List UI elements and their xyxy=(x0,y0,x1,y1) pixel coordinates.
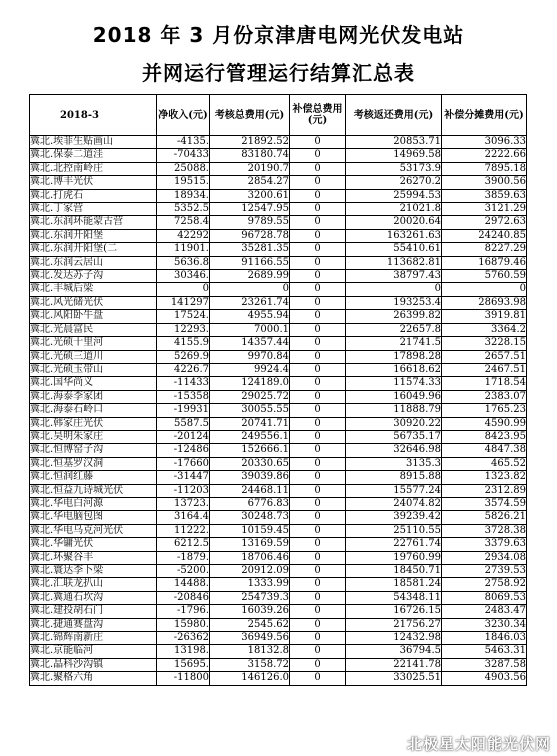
cell-net-income: 5587.5 xyxy=(157,417,210,430)
cell-station-name: 冀北.汇联龙扒山 xyxy=(30,578,157,591)
table-row xyxy=(30,390,527,403)
cell-net-income: -5200. xyxy=(157,565,210,578)
cell-compensation-share: 4903.56 xyxy=(442,672,527,685)
cell-net-income: 3164.4 xyxy=(157,511,210,524)
cell-assessment-refund: 16726.15 xyxy=(346,605,442,618)
cell-net-income: -15358 xyxy=(157,390,210,403)
cell-assessment-refund: 3135.3 xyxy=(346,457,442,470)
cell-assessment-refund: 20020.64 xyxy=(346,216,442,229)
cell-compensation-share: 3900.56 xyxy=(442,176,527,189)
cell-compensation-total: 0 xyxy=(290,189,346,202)
table-row xyxy=(30,337,527,350)
cell-compensation-share: 3379.63 xyxy=(442,538,527,551)
cell-compensation-share: 1765.23 xyxy=(442,404,527,417)
cell-assessment-total: 30055.55 xyxy=(210,404,290,417)
cell-net-income: 5269.9 xyxy=(157,350,210,363)
table-row xyxy=(30,591,527,604)
cell-assessment-refund: 36794.5 xyxy=(346,645,442,658)
cell-compensation-total: 0 xyxy=(290,337,346,350)
cell-net-income: 30346. xyxy=(157,270,210,283)
table-row xyxy=(30,162,527,175)
cell-compensation-share: 3230.34 xyxy=(442,618,527,631)
cell-compensation-total: 0 xyxy=(290,578,346,591)
header-assessment-total: 考核总费用(元) xyxy=(210,95,290,136)
cell-assessment-refund: 12432.98 xyxy=(346,632,442,645)
cell-assessment-total: 124189.0 xyxy=(210,377,290,390)
cell-net-income: 4155.9 xyxy=(157,337,210,350)
cell-compensation-share: 3287.58 xyxy=(442,658,527,671)
cell-assessment-refund: 11888.79 xyxy=(346,404,442,417)
cell-compensation-total: 0 xyxy=(290,136,346,149)
cell-assessment-refund: 25110.55 xyxy=(346,524,442,537)
cell-assessment-refund: 24074.82 xyxy=(346,497,442,510)
cell-assessment-refund: 0 xyxy=(346,283,442,296)
cell-assessment-total: 2854.27 xyxy=(210,176,290,189)
table-row xyxy=(30,256,527,269)
cell-assessment-total: 254739.3 xyxy=(210,591,290,604)
cell-assessment-total: 12547.95 xyxy=(210,203,290,216)
cell-compensation-share: 2312.89 xyxy=(442,484,527,497)
cell-assessment-total: 18132.8 xyxy=(210,645,290,658)
cell-compensation-total: 0 xyxy=(290,524,346,537)
cell-assessment-refund: 39239.42 xyxy=(346,511,442,524)
table-row xyxy=(30,323,527,336)
table-row xyxy=(30,578,527,591)
cell-compensation-total: 0 xyxy=(290,256,346,269)
cell-assessment-total: 9970.84 xyxy=(210,350,290,363)
table-row xyxy=(30,310,527,323)
report-title-line1: 2018 年 3 月份京津唐电网光伏发电站 xyxy=(92,23,465,47)
cell-compensation-total: 0 xyxy=(290,350,346,363)
cell-assessment-refund: 53173.9 xyxy=(346,162,442,175)
cell-compensation-share: 1846.03 xyxy=(442,632,527,645)
cell-compensation-share: 7895.18 xyxy=(442,162,527,175)
report-title-line2: 并网运行管理运行结算汇总表 xyxy=(142,61,415,85)
cell-assessment-refund: 56735.17 xyxy=(346,430,442,443)
cell-net-income: 18934. xyxy=(157,189,210,202)
table-row xyxy=(30,377,527,390)
cell-assessment-total: 6776.83 xyxy=(210,497,290,510)
cell-station-name: 冀北.恒基罗汉洞 xyxy=(30,457,157,470)
cell-compensation-total: 0 xyxy=(290,497,346,510)
header-compensation-total: 补偿总费用(元) xyxy=(290,95,346,136)
cell-assessment-total: 146126.0 xyxy=(210,672,290,685)
cell-assessment-refund: 11574.33 xyxy=(346,377,442,390)
cell-assessment-total: 4955.94 xyxy=(210,310,290,323)
table-row xyxy=(30,404,527,417)
cell-station-name: 冀北.恒益九诗城光伏 xyxy=(30,484,157,497)
cell-compensation-share: 3228.15 xyxy=(442,337,527,350)
table-row xyxy=(30,216,527,229)
cell-compensation-total: 0 xyxy=(290,229,346,242)
cell-compensation-total: 0 xyxy=(290,243,346,256)
cell-station-name: 冀北.光硕三道川 xyxy=(30,350,157,363)
cell-station-name: 冀北.寰达李卜梁 xyxy=(30,565,157,578)
cell-station-name: 冀北.打虎石 xyxy=(30,189,157,202)
cell-net-income: 25088. xyxy=(157,162,210,175)
cell-net-income: 7258.4 xyxy=(157,216,210,229)
cell-compensation-total: 0 xyxy=(290,176,346,189)
cell-assessment-total: 0 xyxy=(210,283,290,296)
cell-station-name: 冀北.昊明朱家庄 xyxy=(30,430,157,443)
cell-net-income: 14488. xyxy=(157,578,210,591)
cell-station-name: 冀北.北控南岭庄 xyxy=(30,162,157,175)
cell-station-name: 冀北.华电脑包图 xyxy=(30,511,157,524)
cell-assessment-refund: 22141.78 xyxy=(346,658,442,671)
cell-compensation-total: 0 xyxy=(290,390,346,403)
cell-assessment-refund: 21021.8 xyxy=(346,203,442,216)
cell-net-income: -4135. xyxy=(157,136,210,149)
table-row xyxy=(30,524,527,537)
cell-assessment-total: 16039.26 xyxy=(210,605,290,618)
cell-compensation-total: 0 xyxy=(290,551,346,564)
cell-compensation-total: 0 xyxy=(290,645,346,658)
cell-compensation-share: 3859.63 xyxy=(442,189,527,202)
cell-station-name: 冀北.东润开阳堡 xyxy=(30,229,157,242)
cell-assessment-refund: 14969.58 xyxy=(346,149,442,162)
cell-assessment-total: 3200.61 xyxy=(210,189,290,202)
cell-compensation-total: 0 xyxy=(290,404,346,417)
cell-assessment-refund: 8915.88 xyxy=(346,471,442,484)
cell-station-name: 冀北.冀通石坎沟 xyxy=(30,591,157,604)
cell-station-name: 冀北.恒润红藤 xyxy=(30,471,157,484)
cell-assessment-refund: 55410.61 xyxy=(346,243,442,256)
table-row xyxy=(30,417,527,430)
cell-station-name: 冀北.发达苏子沟 xyxy=(30,270,157,283)
cell-assessment-total: 152666.1 xyxy=(210,444,290,457)
cell-compensation-share: 8069.53 xyxy=(442,591,527,604)
table-row xyxy=(30,457,527,470)
cell-compensation-total: 0 xyxy=(290,605,346,618)
cell-net-income: 5352.5 xyxy=(157,203,210,216)
cell-compensation-share: 2222.66 xyxy=(442,149,527,162)
cell-compensation-total: 0 xyxy=(290,162,346,175)
cell-assessment-total: 20912.09 xyxy=(210,565,290,578)
table-row xyxy=(30,497,527,510)
cell-station-name: 冀北.保泰二道洼 xyxy=(30,149,157,162)
cell-compensation-share: 2758.92 xyxy=(442,578,527,591)
cell-net-income: -20846 xyxy=(157,591,210,604)
cell-compensation-total: 0 xyxy=(290,672,346,685)
cell-station-name: 冀北.风阳卧牛盘 xyxy=(30,310,157,323)
cell-net-income: -26362 xyxy=(157,632,210,645)
table-row xyxy=(30,243,527,256)
cell-compensation-share: 2972.63 xyxy=(442,216,527,229)
cell-compensation-total: 0 xyxy=(290,323,346,336)
cell-assessment-refund: 26270.2 xyxy=(346,176,442,189)
cell-assessment-refund: 33025.51 xyxy=(346,672,442,685)
cell-assessment-total: 30248.73 xyxy=(210,511,290,524)
cell-compensation-total: 0 xyxy=(290,270,346,283)
cell-assessment-refund: 25994.53 xyxy=(346,189,442,202)
cell-compensation-share: 4847.38 xyxy=(442,444,527,457)
cell-net-income: 11222. xyxy=(157,524,210,537)
cell-assessment-refund: 16618.62 xyxy=(346,363,442,376)
table-header-row xyxy=(30,95,527,136)
cell-assessment-refund: 18450.71 xyxy=(346,565,442,578)
cell-station-name: 冀北.华电白河源 xyxy=(30,497,157,510)
cell-compensation-share: 3919.81 xyxy=(442,310,527,323)
cell-station-name: 冀北.晶科沙沟镇 xyxy=(30,658,157,671)
cell-station-name: 冀北.建投胡石门 xyxy=(30,605,157,618)
cell-assessment-refund: 30920.22 xyxy=(346,417,442,430)
table-row xyxy=(30,605,527,618)
watermark: 北极星太阳能光伏网 xyxy=(406,735,551,753)
cell-compensation-share: 24240.85 xyxy=(442,229,527,242)
cell-compensation-share: 2934.08 xyxy=(442,551,527,564)
cell-net-income: -19931 xyxy=(157,404,210,417)
cell-assessment-total: 249556.1 xyxy=(210,430,290,443)
cell-net-income: 5636.8 xyxy=(157,256,210,269)
header-compensation-share: 补偿分摊费用(元) xyxy=(442,95,527,136)
cell-assessment-refund: 16049.96 xyxy=(346,390,442,403)
table-row xyxy=(30,283,527,296)
table-row xyxy=(30,565,527,578)
cell-assessment-total: 1333.99 xyxy=(210,578,290,591)
cell-assessment-total: 83180.74 xyxy=(210,149,290,162)
cell-station-name: 冀北.光晨富民 xyxy=(30,323,157,336)
table-row xyxy=(30,538,527,551)
table-row xyxy=(30,645,527,658)
cell-station-name: 冀北.丰城后梁 xyxy=(30,283,157,296)
settlement-table xyxy=(29,94,527,686)
cell-net-income: -11433 xyxy=(157,377,210,390)
table-row xyxy=(30,176,527,189)
cell-compensation-share: 4590.99 xyxy=(442,417,527,430)
cell-assessment-refund: 38797.43 xyxy=(346,270,442,283)
cell-compensation-share: 465.52 xyxy=(442,457,527,470)
cell-station-name: 冀北.博丰光伏 xyxy=(30,176,157,189)
cell-assessment-total: 7000.1 xyxy=(210,323,290,336)
table-row xyxy=(30,296,527,309)
cell-assessment-total: 96728.78 xyxy=(210,229,290,242)
cell-assessment-refund: 32646.98 xyxy=(346,444,442,457)
table-row xyxy=(30,270,527,283)
cell-compensation-share: 1718.54 xyxy=(442,377,527,390)
cell-station-name: 冀北.华电乌克河光伏 xyxy=(30,524,157,537)
cell-compensation-total: 0 xyxy=(290,591,346,604)
cell-compensation-share: 3096.33 xyxy=(442,136,527,149)
table-row xyxy=(30,471,527,484)
table-row xyxy=(30,136,527,149)
table-row xyxy=(30,618,527,631)
cell-assessment-total: 2689.99 xyxy=(210,270,290,283)
cell-assessment-total: 29025.72 xyxy=(210,390,290,403)
table-row xyxy=(30,350,527,363)
cell-compensation-total: 0 xyxy=(290,417,346,430)
cell-assessment-refund: 20853.71 xyxy=(346,136,442,149)
cell-assessment-refund: 22657.8 xyxy=(346,323,442,336)
cell-net-income: 19515. xyxy=(157,176,210,189)
table-row xyxy=(30,203,527,216)
cell-assessment-refund: 21741.5 xyxy=(346,337,442,350)
cell-net-income: 13198. xyxy=(157,645,210,658)
cell-compensation-share: 5463.31 xyxy=(442,645,527,658)
table-row xyxy=(30,632,527,645)
cell-compensation-total: 0 xyxy=(290,511,346,524)
cell-assessment-total: 24468.11 xyxy=(210,484,290,497)
cell-net-income: 4226.7 xyxy=(157,363,210,376)
cell-compensation-total: 0 xyxy=(290,363,346,376)
cell-net-income: 15695. xyxy=(157,658,210,671)
cell-compensation-total: 0 xyxy=(290,484,346,497)
cell-compensation-total: 0 xyxy=(290,471,346,484)
cell-station-name: 冀北.韩家庄光伏 xyxy=(30,417,157,430)
cell-net-income: 15980. xyxy=(157,618,210,631)
cell-station-name: 冀北.东润开阳堡(二 xyxy=(30,243,157,256)
cell-compensation-total: 0 xyxy=(290,658,346,671)
table-row xyxy=(30,484,527,497)
cell-assessment-total: 14357.44 xyxy=(210,337,290,350)
cell-assessment-total: 91166.55 xyxy=(210,256,290,269)
cell-assessment-total: 20330.65 xyxy=(210,457,290,470)
cell-assessment-total: 21892.52 xyxy=(210,136,290,149)
cell-station-name: 冀北.海泰石岭口 xyxy=(30,404,157,417)
cell-assessment-refund: 21756.27 xyxy=(346,618,442,631)
cell-compensation-share: 8227.29 xyxy=(442,243,527,256)
cell-compensation-total: 0 xyxy=(290,377,346,390)
cell-compensation-share: 3121.29 xyxy=(442,203,527,216)
table-row xyxy=(30,551,527,564)
cell-assessment-total: 36949.56 xyxy=(210,632,290,645)
table-row xyxy=(30,511,527,524)
cell-compensation-share: 5826.21 xyxy=(442,511,527,524)
header-period: 2018-3 xyxy=(30,95,157,136)
cell-assessment-refund: 26399.82 xyxy=(346,310,442,323)
cell-net-income: -1796. xyxy=(157,605,210,618)
cell-compensation-total: 0 xyxy=(290,149,346,162)
cell-net-income: 13723. xyxy=(157,497,210,510)
cell-assessment-refund: 18581.24 xyxy=(346,578,442,591)
cell-compensation-share: 2383.07 xyxy=(442,390,527,403)
table-row xyxy=(30,672,527,685)
cell-station-name: 冀北.光硕十里河 xyxy=(30,337,157,350)
cell-assessment-total: 3158.72 xyxy=(210,658,290,671)
cell-net-income: -11203 xyxy=(157,484,210,497)
cell-compensation-total: 0 xyxy=(290,632,346,645)
cell-compensation-total: 0 xyxy=(290,283,346,296)
cell-assessment-refund: 113682.81 xyxy=(346,256,442,269)
cell-station-name: 冀北.埃菲生贴画山 xyxy=(30,136,157,149)
cell-station-name: 冀北.风光储光伏 xyxy=(30,296,157,309)
cell-compensation-share: 16879.46 xyxy=(442,256,527,269)
table-row xyxy=(30,363,527,376)
cell-compensation-share: 3728.38 xyxy=(442,524,527,537)
cell-station-name: 冀北.环聚谷丰 xyxy=(30,551,157,564)
cell-net-income: -17660 xyxy=(157,457,210,470)
cell-compensation-total: 0 xyxy=(290,618,346,631)
cell-compensation-share: 0 xyxy=(442,283,527,296)
cell-assessment-refund: 54348.11 xyxy=(346,591,442,604)
cell-assessment-total: 20741.71 xyxy=(210,417,290,430)
cell-net-income: 17524. xyxy=(157,310,210,323)
cell-assessment-total: 18706.46 xyxy=(210,551,290,564)
cell-assessment-refund: 22761.74 xyxy=(346,538,442,551)
cell-compensation-share: 3574.59 xyxy=(442,497,527,510)
cell-net-income: 6212.5 xyxy=(157,538,210,551)
cell-station-name: 冀北.捷通赛盘沟 xyxy=(30,618,157,631)
cell-station-name: 冀北.聚格六角 xyxy=(30,672,157,685)
cell-assessment-refund: 193253.4 xyxy=(346,296,442,309)
header-net-income: 净收入(元) xyxy=(157,95,210,136)
cell-assessment-total: 9924.4 xyxy=(210,363,290,376)
cell-compensation-total: 0 xyxy=(290,457,346,470)
cell-assessment-total: 2545.62 xyxy=(210,618,290,631)
cell-assessment-refund: 17898.28 xyxy=(346,350,442,363)
cell-assessment-total: 9789.55 xyxy=(210,216,290,229)
cell-station-name: 冀北.光硕玉带山 xyxy=(30,363,157,376)
cell-net-income: 141297 xyxy=(157,296,210,309)
cell-net-income: -70433 xyxy=(157,149,210,162)
table-row xyxy=(30,430,527,443)
cell-net-income: -11800 xyxy=(157,672,210,685)
cell-compensation-total: 0 xyxy=(290,296,346,309)
cell-compensation-share: 2467.51 xyxy=(442,363,527,376)
header-assessment-refund: 考核返还费用(元) xyxy=(346,95,442,136)
cell-net-income: -1879. xyxy=(157,551,210,564)
table-row xyxy=(30,444,527,457)
cell-station-name: 冀北.海泰李家团 xyxy=(30,390,157,403)
cell-compensation-share: 28693.98 xyxy=(442,296,527,309)
cell-station-name: 冀北.东润环能蒙古营 xyxy=(30,216,157,229)
table-row xyxy=(30,229,527,242)
cell-compensation-share: 2739.53 xyxy=(442,565,527,578)
cell-compensation-share: 2483.47 xyxy=(442,605,527,618)
cell-assessment-total: 23261.74 xyxy=(210,296,290,309)
cell-compensation-total: 0 xyxy=(290,216,346,229)
cell-assessment-refund: 15577.24 xyxy=(346,484,442,497)
cell-net-income: -12486 xyxy=(157,444,210,457)
cell-station-name: 冀北.锦辉南新庄 xyxy=(30,632,157,645)
cell-compensation-total: 0 xyxy=(290,538,346,551)
cell-station-name: 冀北.东润云居山 xyxy=(30,256,157,269)
cell-station-name: 冀北.国华尚义 xyxy=(30,377,157,390)
cell-compensation-share: 8423.95 xyxy=(442,430,527,443)
table-row xyxy=(30,189,527,202)
table-row xyxy=(30,149,527,162)
cell-assessment-total: 10159.45 xyxy=(210,524,290,537)
cell-station-name: 冀北.恒博窑子沟 xyxy=(30,444,157,457)
cell-net-income: 11901. xyxy=(157,243,210,256)
cell-compensation-share: 2657.51 xyxy=(442,350,527,363)
cell-station-name: 冀北.丁家营 xyxy=(30,203,157,216)
cell-compensation-total: 0 xyxy=(290,565,346,578)
cell-station-name: 冀北.华镛光伏 xyxy=(30,538,157,551)
table-row xyxy=(30,658,527,671)
cell-compensation-total: 0 xyxy=(290,310,346,323)
cell-net-income: -20124 xyxy=(157,430,210,443)
cell-compensation-total: 0 xyxy=(290,430,346,443)
cell-assessment-refund: 163261.63 xyxy=(346,229,442,242)
cell-assessment-total: 20190.7 xyxy=(210,162,290,175)
cell-assessment-total: 35281.35 xyxy=(210,243,290,256)
cell-net-income: 12293. xyxy=(157,323,210,336)
cell-net-income: 0 xyxy=(157,283,210,296)
cell-assessment-total: 39039.86 xyxy=(210,471,290,484)
cell-assessment-refund: 19760.99 xyxy=(346,551,442,564)
cell-compensation-share: 3364.2 xyxy=(442,323,527,336)
cell-compensation-share: 1323.82 xyxy=(442,471,527,484)
cell-assessment-total: 13169.59 xyxy=(210,538,290,551)
cell-compensation-share: 5760.59 xyxy=(442,270,527,283)
cell-compensation-total: 0 xyxy=(290,444,346,457)
cell-station-name: 冀北.京能临河 xyxy=(30,645,157,658)
cell-compensation-total: 0 xyxy=(290,203,346,216)
cell-net-income: 42292 xyxy=(157,229,210,242)
cell-net-income: -31447 xyxy=(157,471,210,484)
